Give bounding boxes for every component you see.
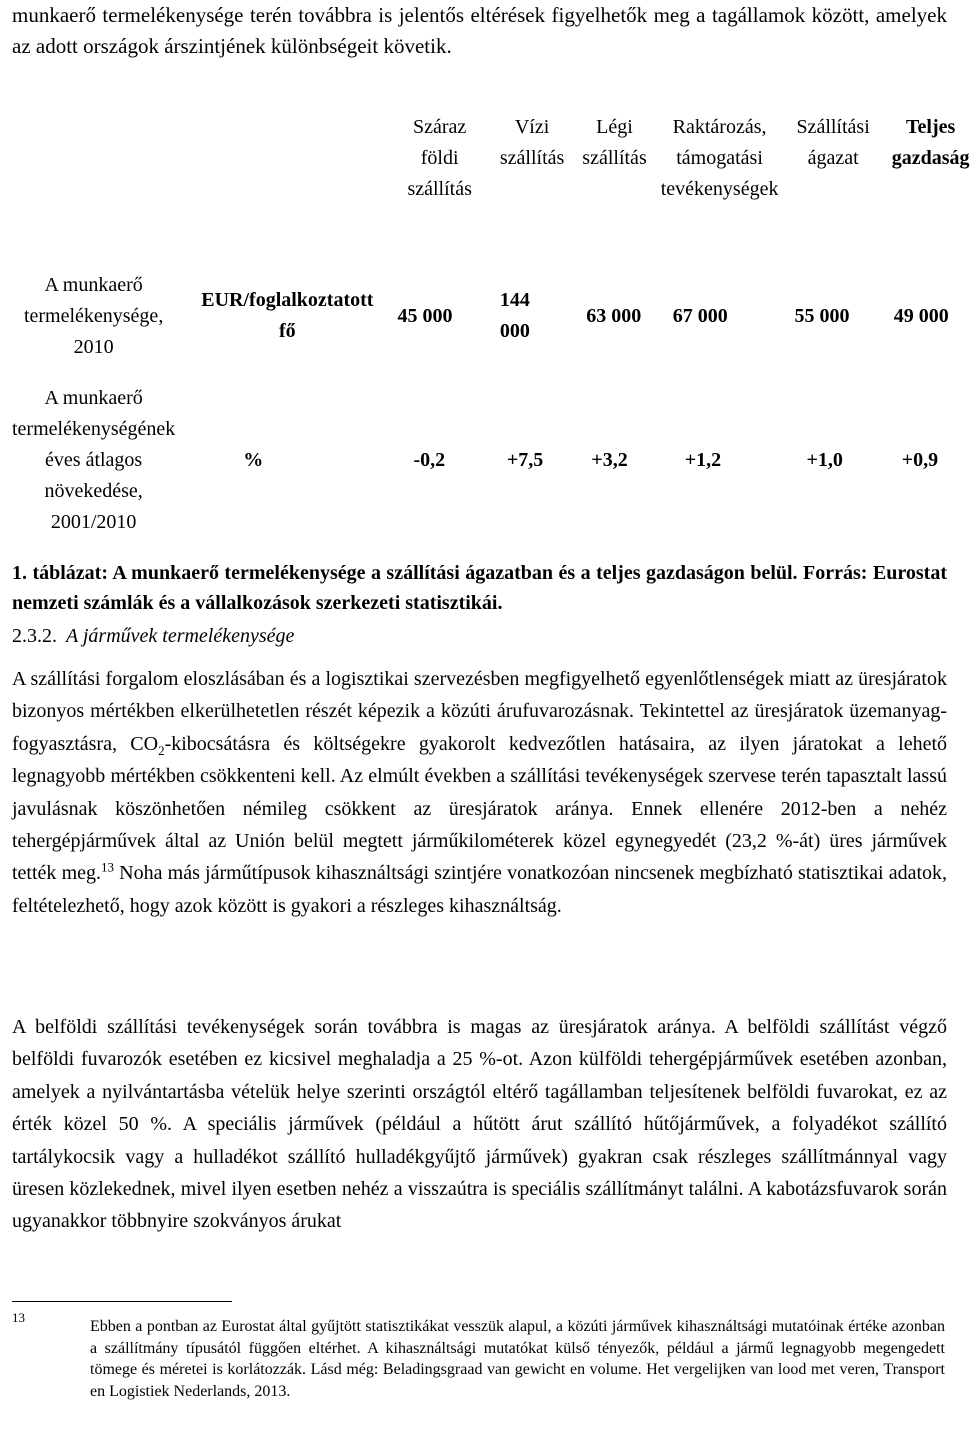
section-number: 2.3.2. — [12, 625, 57, 647]
table-row — [0, 262, 978, 370]
body-paragraph: A belföldi szállítási tevékenységek során továbbra is magas az üresjáratok aránya. A belföldi szállítást végző belföldi fuvarozók esetében ez kicsivel meghaladja a 25 %-ot. Azon külföldi tehergépjárművek esetében azonban, amelyek a nyilvántartásba vételük helye szerinti országtól eltérő tagállamban teljesítenek belföldi fuvarokat, ez az érték közel 50 %. A speciális járművek (például a hűtött árut szállító hűtőjárművek, a folyadékot szállító tartálykocsik vagy a hulladékot szállító hulladékgyűjtő járművek) gyakran csak részleges szállítmánnyal vagy üresen közlekednek, mivel ilyen esetben nehéz a visszaútra is speciális szállítmányt találni. A kabotázsfuvarok során ugyanakkor többnyire szokványos árukat — [12, 1016, 947, 1233]
table-cell: +0,9 — [901, 448, 939, 471]
column-header: Raktározás, támogatási tevékenységek — [660, 116, 779, 200]
footnote-reference[interactable]: 13 — [101, 859, 115, 875]
column-header: Vízi szállítás — [499, 116, 565, 169]
section-heading — [12, 621, 294, 651]
paragraph-text: -kibocsátásra és költségekre gyakorolt kedvezőtlen hatásaira, az ilyen járatokat a lehető legnagyobb mértékben csökkenteni kell. Az elmúlt években a szállítási tevékenységek szervese terén tapasztalt lassú javulásnak köszönhetően némileg csökkent az üresjáratok aránya. Ennek ellenére 2012-ben a nehéz tehergépjárművek által az Unión belül megtett járműkilométerek közel egynegyedét (23,2 %-át) üres járművek tették meg. — [12, 732, 948, 885]
footnote-number: 13 — [12, 1310, 25, 1325]
table-cell: +3,2 — [591, 448, 628, 471]
table-cell: 67 000 — [672, 304, 728, 327]
column-header: Szállítási ágazat — [796, 116, 870, 169]
row-label: A munkaerő termelékenysége, 2010 — [23, 273, 164, 358]
header-empty-cell — [0, 112, 187, 262]
footnote-text: Ebben a pontban az Eurostat által gyűjtött statisztikákat vesszük alapul, a közúti járművek kihasználtsági mutatóinak értéke azonban a szállítmány típusától függően eltérhet. A kihasználtsági mutatókat külső tényezők, például a jármű legnagyobb megengedett tömege és méretei is korlátozzák. Lásd még: Beladingsgraad van gewicht en volume. Het vergelijken van lood met veren, Transport en Logistiek Nederlands, 2013. — [90, 1318, 945, 1400]
section-title: A járművek termelékenysége — [66, 625, 295, 647]
intro-paragraph: munkaerő termelékenysége terén továbbra is jelentős eltérések figyelhetők meg a tagállamok között, amelyek az adott országok árszintjének különbségeit követik. — [12, 3, 947, 58]
column-header: Légi szállítás — [582, 116, 647, 169]
table-cell: 63 000 — [586, 304, 642, 327]
header-empty-cell — [187, 112, 387, 262]
row-unit: % — [243, 448, 264, 471]
table-cell: +1,0 — [806, 448, 843, 471]
subscript-text: 2 — [158, 742, 165, 758]
table-caption: 1. táblázat: A munkaerő termelékenysége a szállítási ágazatban és a teljes gazdaságon belül. Forrás: Eurostat nemzeti számlák és a vállalkozások szerkezeti statisztikái. — [12, 562, 947, 614]
table-header-row — [0, 112, 978, 262]
paragraph-text: A szállítási forgalom eloszlásában és a logisztikai szervezésben megfigyelhető egyenlőtlenségek miatt az üresjáratok bizonyos mértékben elkerülhetetlen részét képezik a közúti árufuvarozásnak. Tekintettel az üresjáratok üzemanyag-fogyasztásra, CO — [12, 668, 947, 755]
footnote-separator — [12, 1301, 232, 1302]
productivity-table — [0, 112, 978, 550]
row-unit: EUR/foglalkoztatott fő — [201, 289, 374, 342]
column-header: Teljes gazdaság — [891, 116, 970, 169]
body-paragraph — [12, 663, 947, 922]
table-cell: 49 000 — [893, 304, 949, 327]
table-cell: 55 000 — [794, 304, 850, 327]
row-label: A munkaerő termelékenységének éves átlagos növekedése, 2001/2010 — [12, 386, 176, 533]
table-cell: 144 000 — [499, 289, 530, 342]
table-cell: +1,2 — [684, 448, 722, 471]
column-header: Száraz földi szállítás — [407, 116, 472, 200]
table-cell: -0,2 — [413, 448, 446, 471]
table-cell: 45 000 — [397, 304, 453, 327]
table-row — [0, 370, 978, 550]
table-cell: +7,5 — [506, 448, 544, 471]
paragraph-text: Noha más járműtípusok kihasználtsági szintjére vonatkozóan nincsenek megbízható statisztikai adatok, feltételezhető, hogy azok között is gyakori a részleges kihasználtság. — [12, 862, 947, 917]
